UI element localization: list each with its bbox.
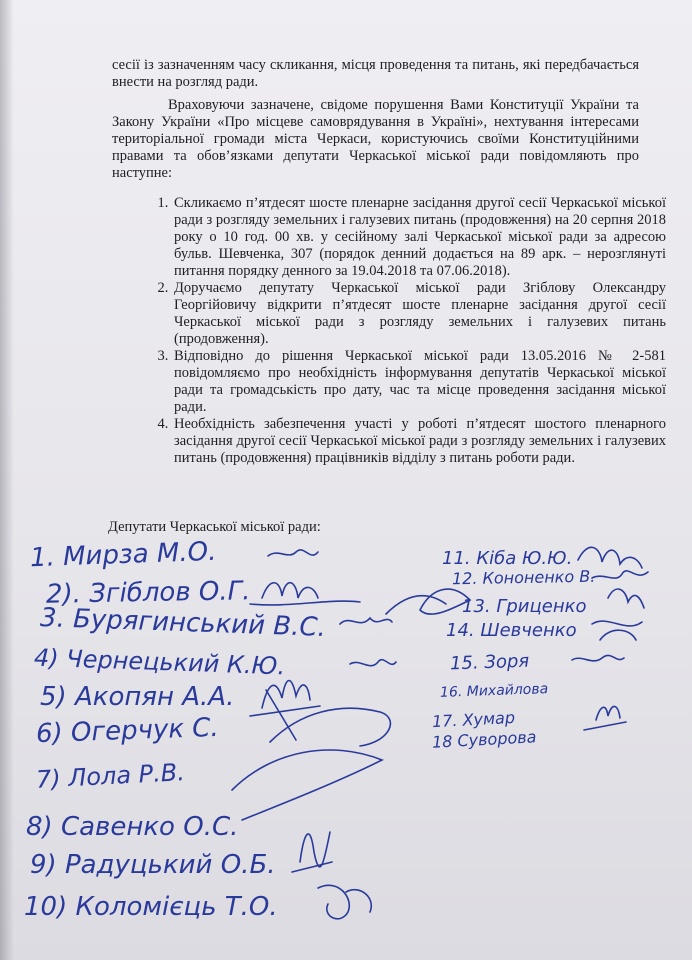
point-item: 2. Доручаємо депутату Черкаської міської ради Згіблову Олександру Георгійовичу відкрити п’ятдесят шосте пленарне засідання другої сесії Черкаської міської ради з розгляду земельних і галузевих питань (продовження). — [172, 280, 666, 348]
signature-line: 1. Мирза М.О. — [29, 536, 217, 574]
signature-line: 3. Бурягинський В.С. — [39, 603, 327, 643]
signature-line: 16. Михайлова — [439, 681, 549, 701]
signature-line: 13. Гриценко — [462, 596, 587, 617]
signature-line: 17. Хумар — [431, 707, 516, 732]
signature-line: 8) Савенко О.С. — [26, 812, 239, 842]
signers-label: Депутати Черкаської міської ради: — [108, 519, 321, 535]
signature-line: 12. Кононенко В. — [451, 566, 596, 589]
point-item: 3. Відповідно до рішення Черкаської міської ради 13.05.2016 № 2-581 повідомляємо про необхідність інформування депутатів Черкаської міської ради та громадськість про дату, час та місце проведення засідання міської ради. — [172, 348, 666, 416]
signature-line: 2). Згіблов О.Г. — [45, 576, 251, 610]
signature-line: 18 Суворова — [431, 727, 537, 752]
signature-line: 10) Коломієць Т.О. — [24, 892, 278, 922]
point-item: 1. Скликаємо п’ятдесят шосте пленарне засідання другої сесії Черкаської міської ради з розгляду земельних і галузевих питань (продовження) на 20 серпня 2018 року о 10 год. 00 хв. у сесійному залі Черкаської міської ради за адресою бульв. Шевченка, 307 (порядок денний додається на 89 арк. – нерозглянуті питання порядку денного за 19.04.2018 та 07.06.2018). — [172, 195, 666, 280]
main-paragraph: Враховуючи зазначене, свідоме порушення Вами Конституції України та Закону України «Про місцеве самоврядування в Україні», нехтування інтересами територіальної громади міста Черкаси, користуючись своїми Конституційними правами та обов’язками депутати Черкаської міської ради повідомляють про наступне: — [112, 97, 639, 181]
signature-line: 4) Чернецький К.Ю. — [33, 643, 286, 681]
signature-line: 7) Лола Р.В. — [35, 758, 186, 794]
signature-line: 11. Кіба Ю.Ю. — [442, 548, 573, 569]
signature-line: 15. Зоря — [449, 650, 530, 675]
signature-line: 14. Шевченко — [446, 620, 577, 641]
point-item: 4. Необхідність забезпечення участі у роботі п’ятдесят шостого пленарного засідання другої сесії Черкаської міської ради з розгляду земельних і галузевих питань (продовження) працівників відділу з питань роботи ради. — [172, 416, 666, 467]
intro-paragraph: сесії із зазначенням часу скликання, місця проведення та питань, які передбачається внести на розгляд ради. — [112, 57, 639, 90]
signature-line: 6) Огерчук С. — [35, 712, 220, 750]
signature-line: 9) Радуцький О.Б. — [30, 850, 276, 880]
signature-line: 5) Акопян А.А. — [40, 682, 235, 712]
